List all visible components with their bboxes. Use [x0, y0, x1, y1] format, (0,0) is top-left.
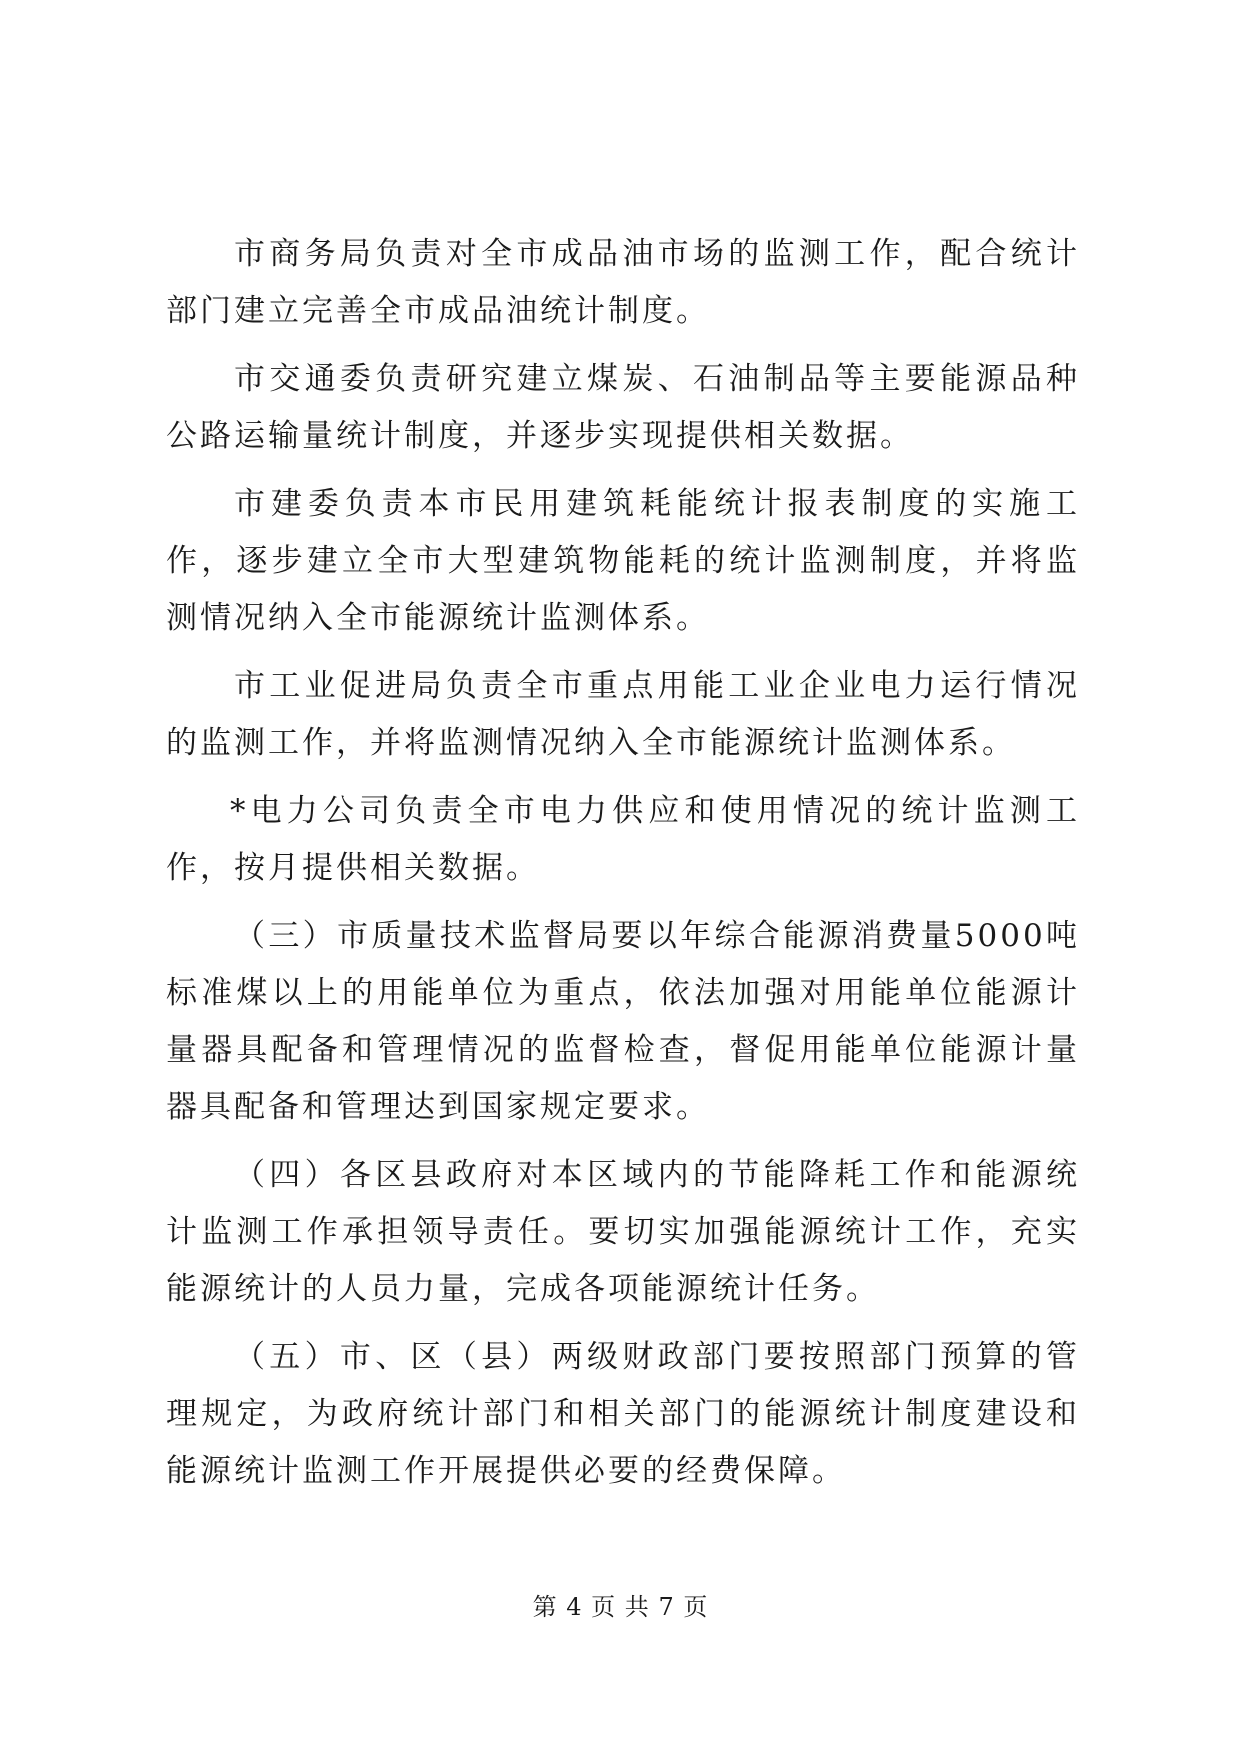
paragraph-section-three: （三）市质量技术监督局要以年综合能源消费量5000吨标准煤以上的用能单位为重点，依法加强对用能单位能源计量器具配备和管理情况的监督检查，督促用能单位能源计量器具配备和管理达到国家规定要求。	[166, 918, 1080, 1125]
paragraph-construction-commission: 市建委负责本市民用建筑耗能统计报表制度的实施工作，逐步建立全市大型建筑物能耗的统计监测制度，并将监测情况纳入全市能源统计监测体系。	[166, 486, 1080, 636]
paragraph-commerce-bureau: 市商务局负责对全市成品油市场的监测工作，配合统计部门建立完善全市成品油统计制度。	[166, 236, 1080, 329]
paragraph-industry-promotion-bureau: 市工业促进局负责全市重点用能工业企业电力运行情况的监测工作，并将监测情况纳入全市能源统计监测体系。	[166, 668, 1080, 761]
paragraph-transport-commission: 市交通委负责研究建立煤炭、石油制品等主要能源品种公路运输量统计制度，并逐步实现提供相关数据。	[166, 361, 1080, 454]
paragraph-section-four: （四）各区县政府对本区域内的节能降耗工作和能源统计监测工作承担领导责任。要切实加强能源统计工作，充实能源统计的人员力量，完成各项能源统计任务。	[166, 1157, 1080, 1307]
page-number-footer: 第 4 页 共 7 页	[532, 1593, 709, 1621]
document-body	[166, 226, 1080, 1511]
paragraph-power-company: *电力公司负责全市电力供应和使用情况的统计监测工作，按月提供相关数据。	[166, 793, 1080, 886]
paragraph-section-five: （五）市、区（县）两级财政部门要按照部门预算的管理规定，为政府统计部门和相关部门的能源统计制度建设和能源统计监测工作开展提供必要的经费保障。	[166, 1339, 1080, 1489]
